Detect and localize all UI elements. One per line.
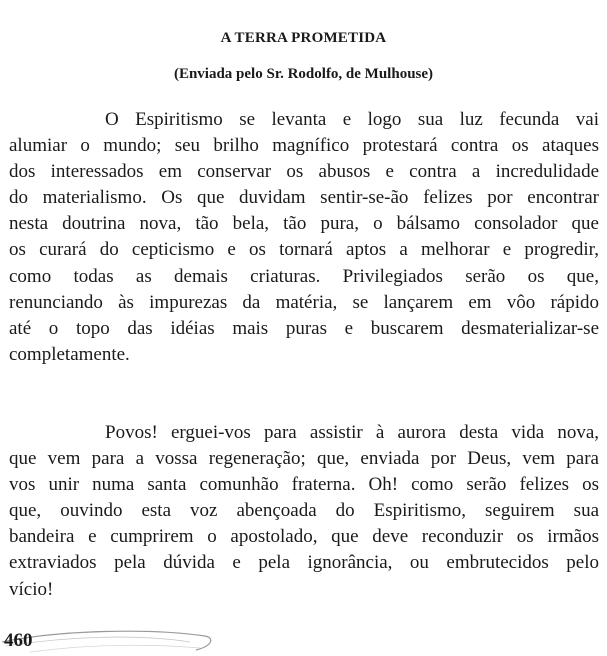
paragraph-line: do materialismo. Os que duvidam sentir-se-ão felizes por encontrar — [9, 187, 599, 209]
decorative-swoosh-icon — [0, 622, 230, 656]
paragraph-line: que, ouvindo esta voz abençoada do Espiritismo, seguirem sua — [9, 500, 599, 522]
chapter-subtitle: (Enviada pelo Sr. Rodolfo, de Mulhouse) — [173, 66, 434, 82]
paragraph-line: O Espiritismo se levanta e logo sua luz fecunda vai — [105, 109, 599, 130]
paragraph-line: bandeira e cumprirem o apostolado, que deve reconduzir os irmãos — [9, 526, 599, 548]
paragraph-line: que vem para a vossa regeneração; que, enviada por Deus, vem para — [9, 448, 599, 470]
paragraph-1 — [9, 107, 599, 368]
chapter-title: A TERRA PROMETIDA — [220, 30, 387, 46]
paragraph-line: vício! — [9, 578, 54, 600]
paragraph-line: completamente. — [9, 343, 130, 365]
paragraph-line: dos interessados em conservar os abusos e contra a incredulidade — [9, 161, 599, 183]
paragraph-line: alumiar o mundo; seu brilho magnífico protestará contra os ataques — [9, 135, 599, 157]
page-number: 460 — [4, 630, 33, 651]
paragraph-line: extraviados pela dúvida e pela ignorância, ou embrutecidos pelo — [9, 552, 599, 574]
paragraph-line: Povos! erguei-vos para assistir à aurora desta vida nova, — [105, 422, 599, 443]
paragraph-line: renunciando às impurezas da matéria, se lançarem em vôo rápido — [9, 291, 599, 313]
paragraph-line: vos unir numa santa comunhão fraterna. Oh! como serão felizes os — [9, 474, 599, 496]
paragraph-line: como todas as demais criaturas. Privilegiados serão os que, — [9, 265, 599, 287]
paragraph-line: até o topo das idéias mais puras e buscarem desmaterializar-se — [9, 317, 599, 339]
paragraph-line: os curará do cepticismo e os tornará aptos a melhorar e progredir, — [9, 239, 599, 261]
paragraph-2 — [9, 420, 599, 603]
paragraph-line: nesta doutrina nova, tão bela, tão pura, o bálsamo consolador que — [9, 213, 599, 235]
